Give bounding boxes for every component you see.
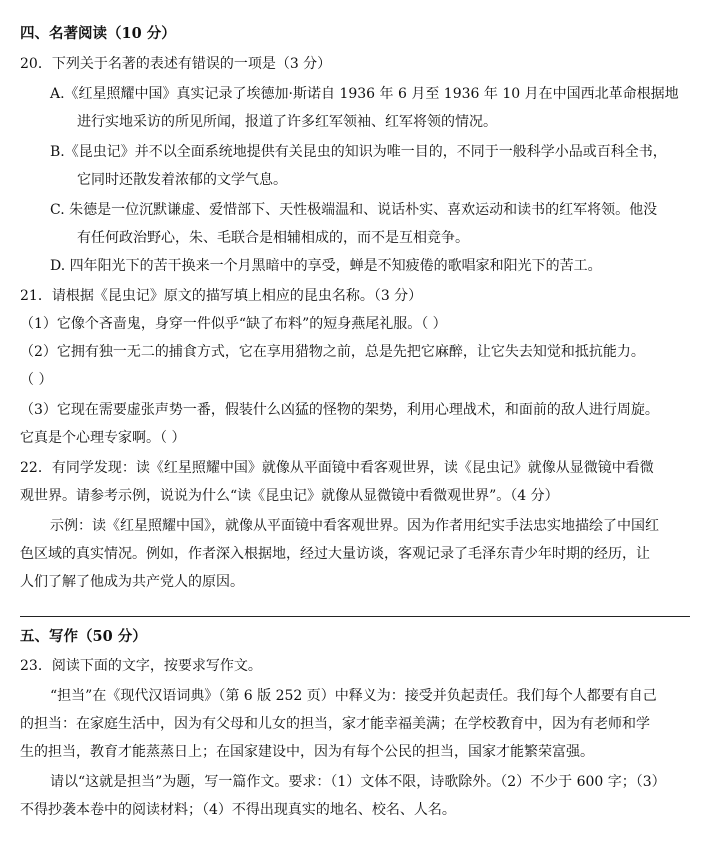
q23-requirement-line1: 请以“这就是担当”为题，写一篇作文。要求：（1）文体不限，诗歌除外。（2）不少于 600 字；（3） [50,774,666,790]
q21-item2-line2: （ ） [20,372,53,388]
q20-option-b-line1: B.《昆虫记》并不以全面系统地提供有关昆虫的知识为唯一目的，不同于一般科学小品或百科全书， [50,144,667,160]
q22-stem-line2: 观世界。请参考示例，说说为什么“读《昆虫记》就像从显微镜中看微观世界”。（4 分） [20,488,559,504]
q22-example-line1: 示例：读《红星照耀中国》，就像从平面镜中看客观世界。因为作者用纪实手法忠实地描绘了中国红 [50,518,659,534]
q22-example-line2: 色区域的真实情况。例如，作者深入根据地，经过大量访谈，客观记录了毛泽东青少年时期的经历，让 [20,546,650,562]
q21-item2-line1: （2）它拥有独一无二的捕食方式，它在享用猎物之前，总是先把它麻醉，让它失去知觉和抵抗能力。 [20,344,645,360]
q23-material-line2: 的担当：在家庭生活中，因为有父母和儿女的担当，家才能幸福美满；在学校教育中，因为有老师和学 [20,716,650,732]
q21-stem: 21．请根据《昆虫记》原文的描写填上相应的昆虫名称。（3 分） [20,288,423,304]
q21-item1: （1）它像个吝啬鬼，身穿一件似乎“缺了布料”的短身燕尾礼服。（ ） [20,316,447,332]
q23-stem: 23．阅读下面的文字，按要求写作文。 [20,658,262,674]
section-4-heading: 四、名著阅读（10 分） [20,25,176,42]
q20-stem: 20．下列关于名著的表述有错误的一项是（3 分） [20,56,332,72]
q20-option-c-line2: 有任何政治野心，朱、毛联合是相辅相成的，而不是互相竞争。 [77,230,469,246]
section-divider [20,616,690,617]
q23-requirement-line2: 不得抄袭本卷中的阅读材料；（4）不得出现真实的地名、校名、人名。 [20,802,456,818]
q22-stem-line1: 22．有同学发现：读《红星照耀中国》就像从平面镜中看客观世界，读《昆虫记》就像从显微镜中看微 [20,460,654,476]
q22-example-line3: 人们了解了他成为共产党人的原因。 [20,574,244,590]
q20-option-a-line1: A.《红星照耀中国》真实记录了埃德加·斯诺自 1936 年 6 月至 1936 年 10 月在中国西北革命根据地 [50,86,679,102]
q20-option-c-line1: C. 朱德是一位沉默谦虚、爱惜部下、天性极端温和、说话朴实、喜欢运动和读书的红军将领。他没 [50,202,658,218]
q23-material-line3: 生的担当，教育才能蒸蒸日上；在国家建设中，因为有每个公民的担当，国家才能繁荣富强。 [20,744,594,760]
q23-material-line1: “担当”在《现代汉语词典》（第 6 版 252 页）中释义为：接受并负起责任。我们每个人都要有自己 [50,688,657,704]
q20-option-d: D. 四年阳光下的苦干换来一个月黑暗中的享受，蝉是不知疲倦的歌唱家和阳光下的苦工。 [50,258,602,274]
q21-item3-line2: 它真是个心理专家啊。（ ） [20,430,186,446]
q20-option-a-line2: 进行实地采访的所见所闻，报道了许多红军领袖、红军将领的情况。 [77,114,497,130]
q20-option-b-line2: 它同时还散发着浓郁的文学气息。 [77,172,287,188]
q21-item3-line1: （3）它现在需要虚张声势一番，假装什么凶猛的怪物的架势，利用心理战术，和面前的敌人进行周旋。 [20,402,659,418]
section-5-heading: 五、写作（50 分） [20,628,147,645]
